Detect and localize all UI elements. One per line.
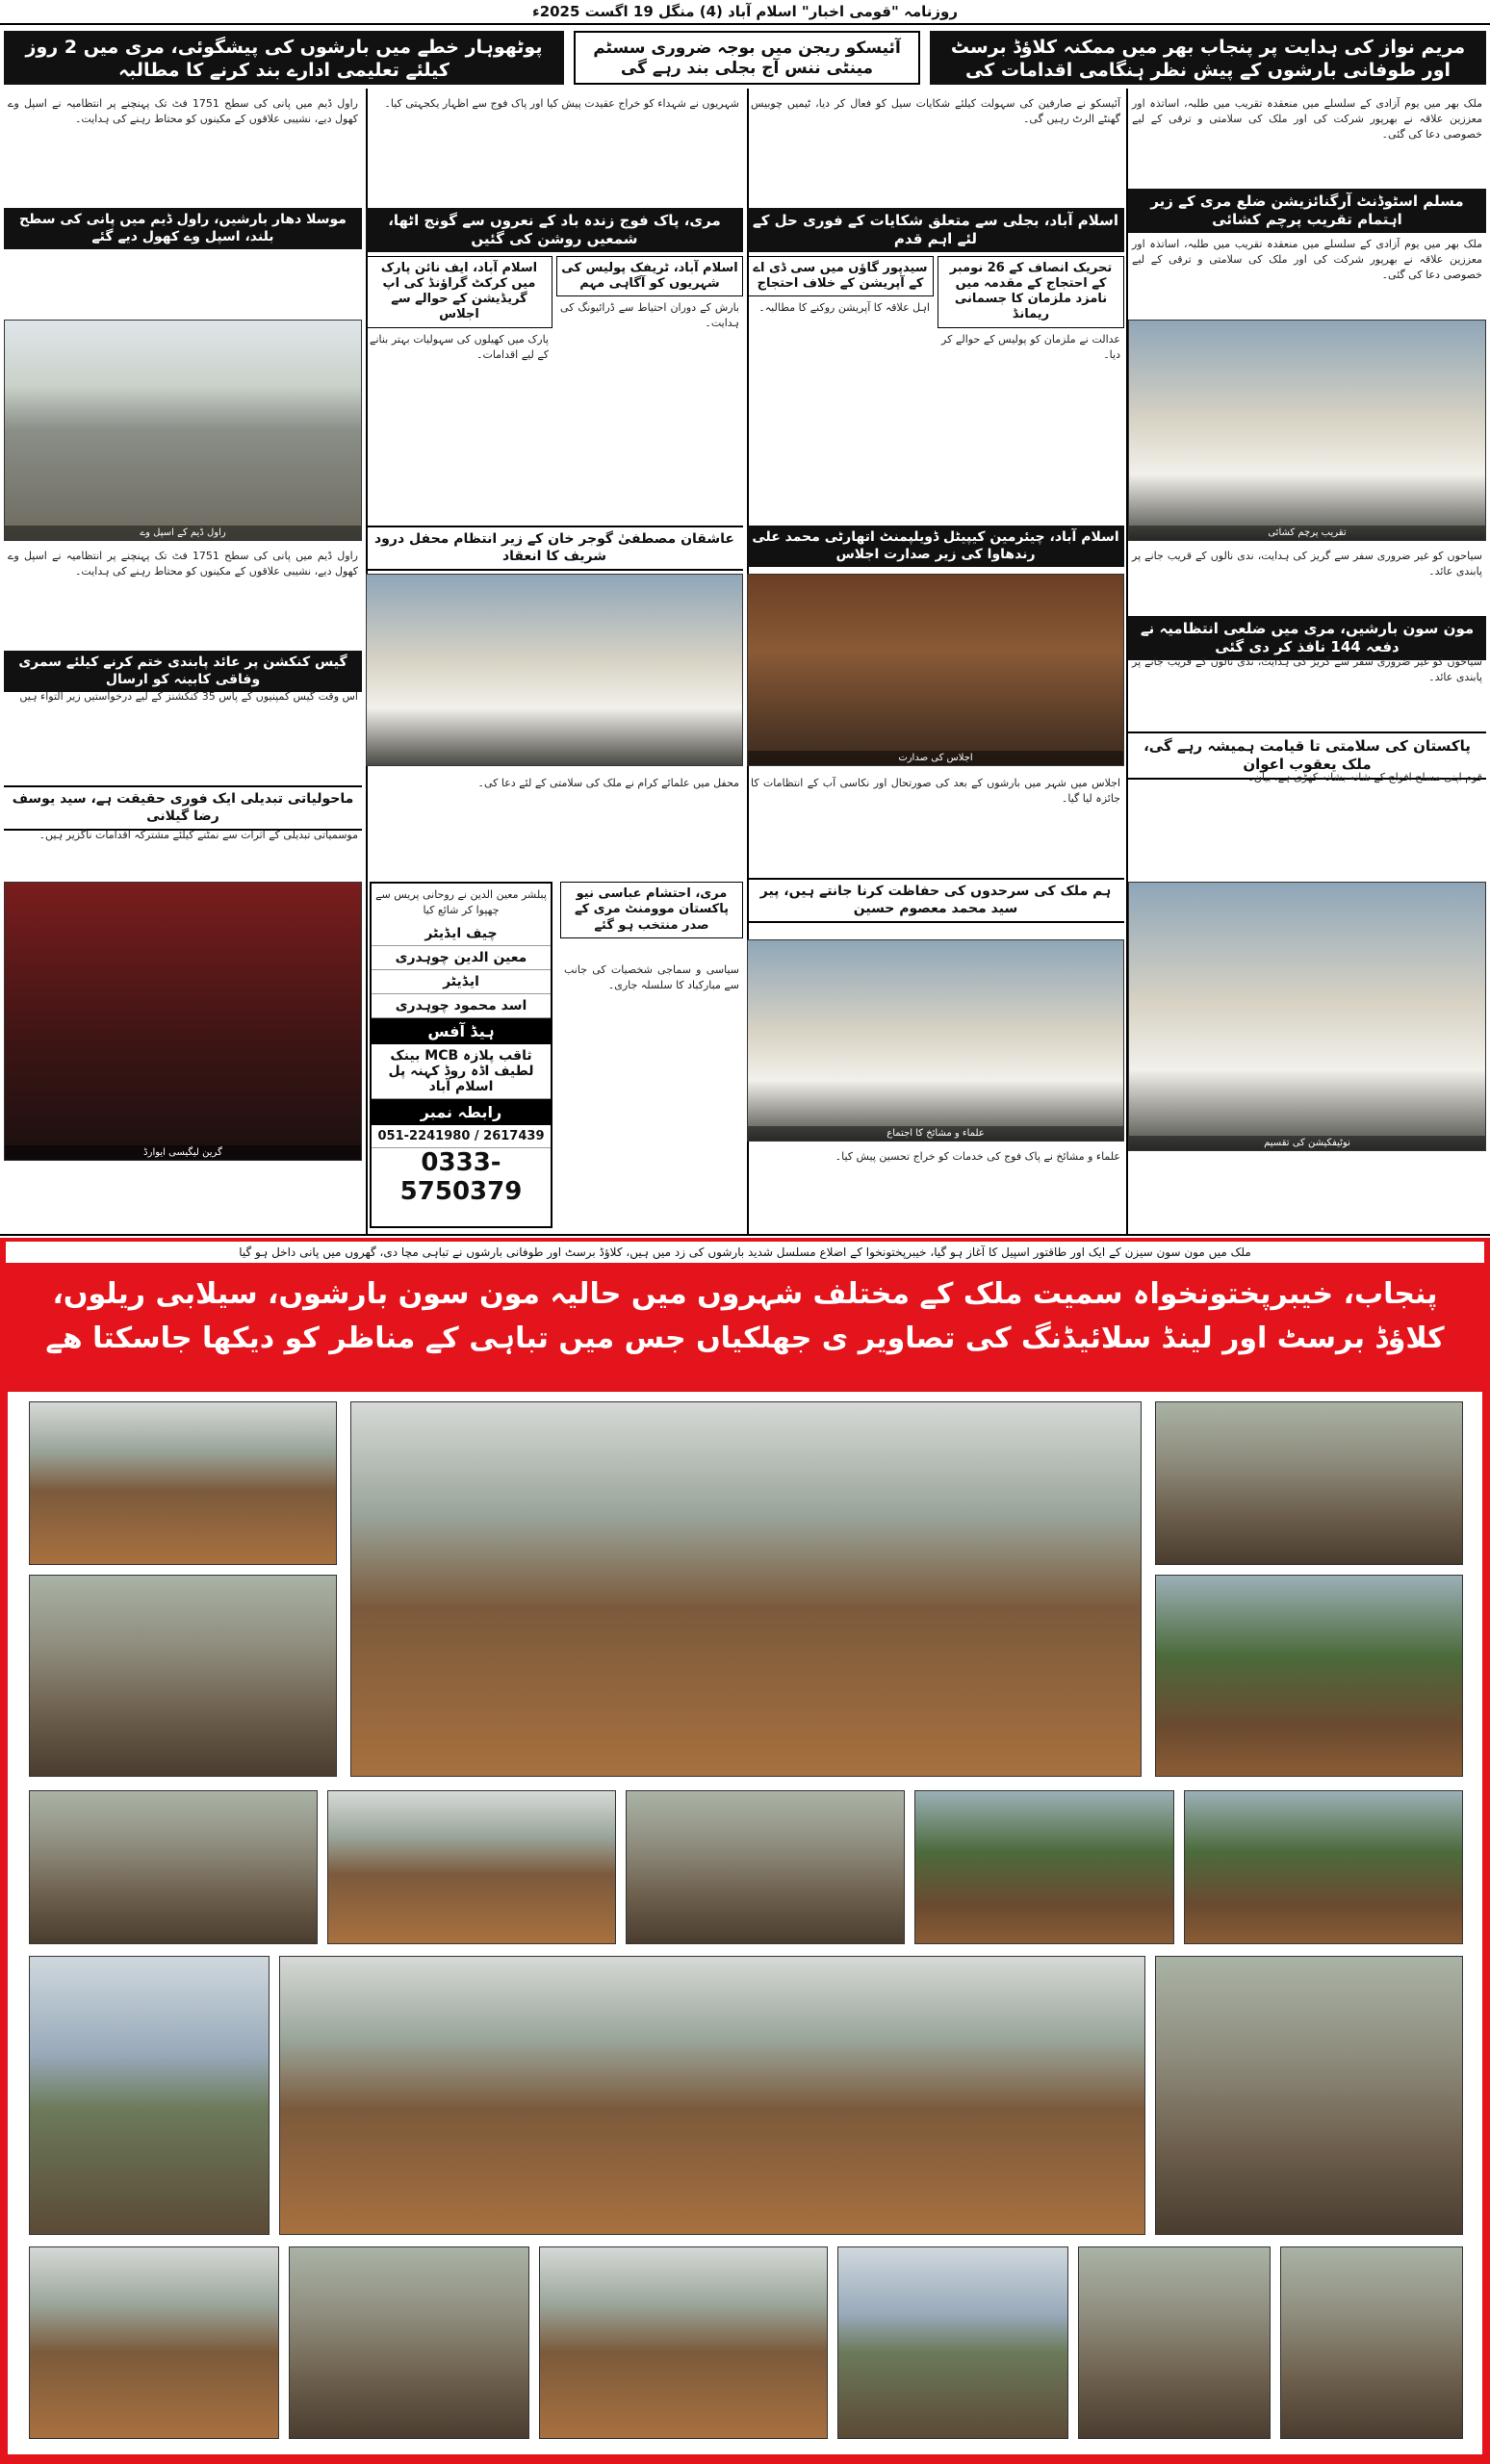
flood-photo [539,2246,828,2439]
story-body: سیاحوں کو غیر ضروری سفر سے گریز کی ہدایت، ندی نالوں کے قریب جانے پر پابندی عائد۔ [1132,655,1482,683]
feature-photo-area [8,1392,1482,2454]
story-body: آئیسکو نے صارفین کی سہولت کیلئے شکایات سیل کو فعال کر دیا، ٹیمیں چوبیس گھنٹے الرٹ رہیں گی۔ [751,97,1120,125]
flood-photo [1155,1575,1463,1777]
column-2 [747,92,1124,1232]
photo-certificate [1128,882,1486,1151]
feature-title-line-2: کلاؤڈ برسٹ اور لینڈ سلائیڈنگ کی تصاویر ی جھلکیاں جس میں تباہی کے مناظر کو دیکھا جاسکتا ھے [0,1317,1490,1367]
feature-lead: ملک میں مون سون سیزن کے ایک اور طاقتور اسپیل کا آغاز ہو گیا، خیبرپختونخوا کے اضلاع مسلسل شدید بارشوں کی زد میں ہیں، کلاؤڈ برسٹ اور طوفانی بارشوں نے تباہی مچا دی، گھروں میں پانی داخل ہو گیا [6,1242,1484,1263]
flood-photo [837,2246,1068,2439]
small-headline: اسلام آباد، ٹریفک پولیس کی شہریوں کو آگاہی مہم [556,256,743,297]
top-banner-right: مریم نواز کی ہدایت پر پنجاب بھر میں ممکنہ کلاؤڈ برسٹ اور طوفانی بارشوں کے پیش نظر ہنگامی اقدامات کی ہدایت [930,31,1486,85]
story-headline: پاکستان کی سلامتی تا قیامت ہمیشہ رہے گی، ملک یعقوب اعوان [1128,732,1486,780]
flood-photo [1184,1790,1463,1944]
flood-photo [350,1401,1142,1777]
story-headline: اسلام آباد، چیئرمین کیپیٹل ڈویلپمنٹ اتھارٹی محمد علی رندھاوا کی زیر صدارت اجلاس [747,526,1124,567]
story-body: شہریوں نے شہداء کو خراج عقیدت پیش کیا اور پاک فوج سے اظہار یکجہتی کیا۔ [384,97,739,110]
story-body: راول ڈیم میں پانی کی سطح 1751 فٹ تک پہنچنے پر انتظامیہ نے اسپل وے کھول دیے، نشیبی علاقوں کے مکینوں کو محتاط رہنے کی ہدایت۔ [8,550,358,578]
chief-editor-label: چیف ایڈیٹر [372,922,551,946]
story-body: راول ڈیم میں پانی کی سطح 1751 فٹ تک پہنچنے پر انتظامیہ نے اسپل وے کھول دیے، نشیبی علاقوں کے مکینوں کو محتاط رہنے کی ہدایت۔ [8,97,358,125]
photo-caption: نوٹیفکیشن کی تقسیم [1129,1136,1485,1150]
small-body: پارک میں کھیلوں کی سہولیات بہتر بنانے کے لیے اقدامات۔ [370,332,549,361]
story-headline: موسلا دھار بارشیں، راول ڈیم میں پانی کی سطح بلند، اسپل وے کھول دیے گئے [4,208,362,249]
photo-meeting [747,574,1124,766]
small-body: بارش کے دوران احتیاط سے ڈرائیونگ کی ہدایت۔ [560,301,739,329]
flood-photo [626,1790,905,1944]
chief-editor: معین الدین چوہدری [372,946,551,970]
story-body: سیاسی و سماجی شخصیات کی جانب سے مبارکباد کا سلسلہ جاری۔ [564,963,739,991]
flood-photo [914,1790,1174,1944]
small-headline: تحریک انصاف کے 26 نومبر کے احتجاج کے مقدمہ میں نامزد ملزمان کا جسمانی ریمانڈ [938,256,1124,328]
story-headline: عاشقان مصطفیٰ گوجر خان کے زیر انتظام محفل درود شریف کا انعقاد [366,526,743,571]
flood-photo [29,1575,337,1777]
small-body: اہل علاقہ کا آپریشن روکنے کا مطالبہ۔ [758,301,930,314]
contact-label: رابطہ نمبر [372,1099,551,1125]
flood-photo [29,2246,279,2439]
story-headline: مسلم اسٹوڈنٹ آرگنائزیشن ضلع مری کے زیر اہتمام تقریب پرچم کشائی [1128,189,1486,233]
story-body: موسمیاتی تبدیلی کے اثرات سے نمٹنے کیلئے مشترکہ اقدامات ناگزیر ہیں۔ [39,829,358,841]
phone-2: 0333-5750379 [399,1148,523,1206]
story-headline: مری، احتشام عباسی نیو پاکستان موومنٹ مری کے صدر منتخب ہو گئے [560,882,743,938]
column-4 [4,92,362,1232]
office-address: ثاقب پلازہ MCB بینک لطیف اڈہ روڈ کہنہ پل اسلام آباد [372,1044,551,1099]
flood-photo [327,1790,616,1944]
column-3 [366,92,743,1232]
editor-label: ایڈیٹر [372,970,551,994]
story-body: ملک بھر میں یوم آزادی کے سلسلے میں منعقدہ تقریب میں طلبہ، اساتذہ اور معززین علاقہ نے بھرپور شرکت کی اور ملک کی سلامتی و ترقی کے لیے خصوصی دعا کی گئی۔ [1132,97,1482,141]
flood-photo [1078,2246,1271,2439]
story-headline: ماحولیاتی تبدیلی ایک فوری حقیقت ہے، سید یوسف رضا گیلانی [4,785,362,831]
flood-photo [279,1956,1145,2235]
story-headline: مون سون بارشیں، مری میں ضلعی انتظامیہ نے دفعہ 144 نافذ کر دی گئی [1128,616,1486,660]
photo-prayer [366,574,743,766]
story-body: اجلاس میں شہر میں بارشوں کے بعد کی صورتحال اور نکاسی آب کے انتظامات کا جائزہ لیا گیا۔ [751,777,1120,805]
photo-caption: گرین لیگیسی ایوارڈ [5,1145,361,1160]
photo-caption: اجلاس کی صدارت [748,751,1123,765]
story-headline: اسلام آباد، بجلی سے متعلق شکایات کے فوری حل کے لئے اہم قدم [747,208,1124,252]
story-headline: ہم ملک کی سرحدوں کی حفاظت کرنا جانتے ہیں، پیر سید محمد معصوم حسین [747,878,1124,923]
small-headline: اسلام آباد، ایف نائن پارک میں کرکٹ گراؤنڈ کی اپ گریڈیشن کے حوالے سے اجلاس [366,256,552,328]
story-body: علماء و مشائخ نے پاک فوج کی خدمات کو خراج تحسین پیش کیا۔ [835,1150,1120,1163]
flood-photo [29,1956,270,2235]
publisher-info-box [370,882,552,1228]
head-office-label: ہیڈ آفس [372,1018,551,1044]
photo-caption: تقریب پرچم کشائی [1129,526,1485,540]
phone-1: 051-2241980 / 2617439 [372,1125,551,1148]
editor: اسد محمود چوہدری [372,994,551,1018]
publisher-line: پبلشر معین الدین نے روحانی پریس سے چھپوا کر شائع کیا [375,888,547,916]
photo-caption: علماء و مشائخ کا اجتماع [748,1126,1123,1141]
photo-dam [4,320,362,541]
top-banner-middle: آئیسکو ریجن میں بوجہ ضروری سسٹم مینٹی ننس آج بجلی بند رہے گی [574,31,920,85]
photo-caption: راول ڈیم کے اسپل وے [5,526,361,540]
story-body: سیاحوں کو غیر ضروری سفر سے گریز کی ہدایت، ندی نالوں کے قریب جانے پر پابندی عائد۔ [1132,550,1482,578]
top-banner-left: پوٹھوہار خطے میں بارشوں کی پیشگوئی، مری میں 2 روز کیلئے تعلیمی ادارے بند کرنے کا مطالبہ [4,31,564,85]
story-body: اس وقت گیس کمپنیوں کے پاس 35 کنکشنز کے لیے درخواستیں زیر التواء ہیں [19,690,358,703]
feature-title-line-1: پنجاب، خیبرپختونخواہ سمیت ملک کے مختلف شہروں میں حالیہ مون سون بارشوں، سیلابی ریلوں، [0,1263,1490,1317]
flood-photo [1155,1401,1463,1565]
flood-photo [29,1401,337,1565]
flood-photo [29,1790,318,1944]
flood-photo [1280,2246,1463,2439]
column-1 [1128,92,1486,1232]
story-headline: مری، پاک فوج زندہ باد کے نعروں سے گونج اٹھا، شمعیں روشن کی گئیں [366,208,743,252]
flood-photo [1155,1956,1463,2235]
story-body: قوم اپنی مسلح افواج کے شانہ بشانہ کھڑی ہے، بیان۔ [1247,771,1482,783]
feature-section [0,1238,1490,2464]
flood-photo [289,2246,529,2439]
small-body: عدالت نے ملزمان کو پولیس کے حوالے کر دیا۔ [941,332,1120,361]
story-body: محفل میں علمائے کرام نے ملک کی سلامتی کے لئے دعا کی۔ [477,777,739,789]
masthead: روزنامہ "قومی اخبار" اسلام آباد (4) منگل 19 اگست 2025ء [0,0,1490,25]
photo-award [4,882,362,1161]
small-headline: سیدپور گاؤں میں سی ڈی اے کے آپریشن کے خلاف احتجاج [747,256,934,297]
photo-group [747,939,1124,1142]
story-headline: گیس کنکشن پر عائد پابندی ختم کرنے کیلئے سمری وفاقی کابینہ کو ارسال [4,651,362,692]
story-body: ملک بھر میں یوم آزادی کے سلسلے میں منعقدہ تقریب میں طلبہ، اساتذہ اور معززین علاقہ نے بھرپور شرکت کی اور ملک کی سلامتی و ترقی کے لیے خصوصی دعا کی گئی۔ [1132,237,1482,281]
photo-ceremony [1128,320,1486,541]
